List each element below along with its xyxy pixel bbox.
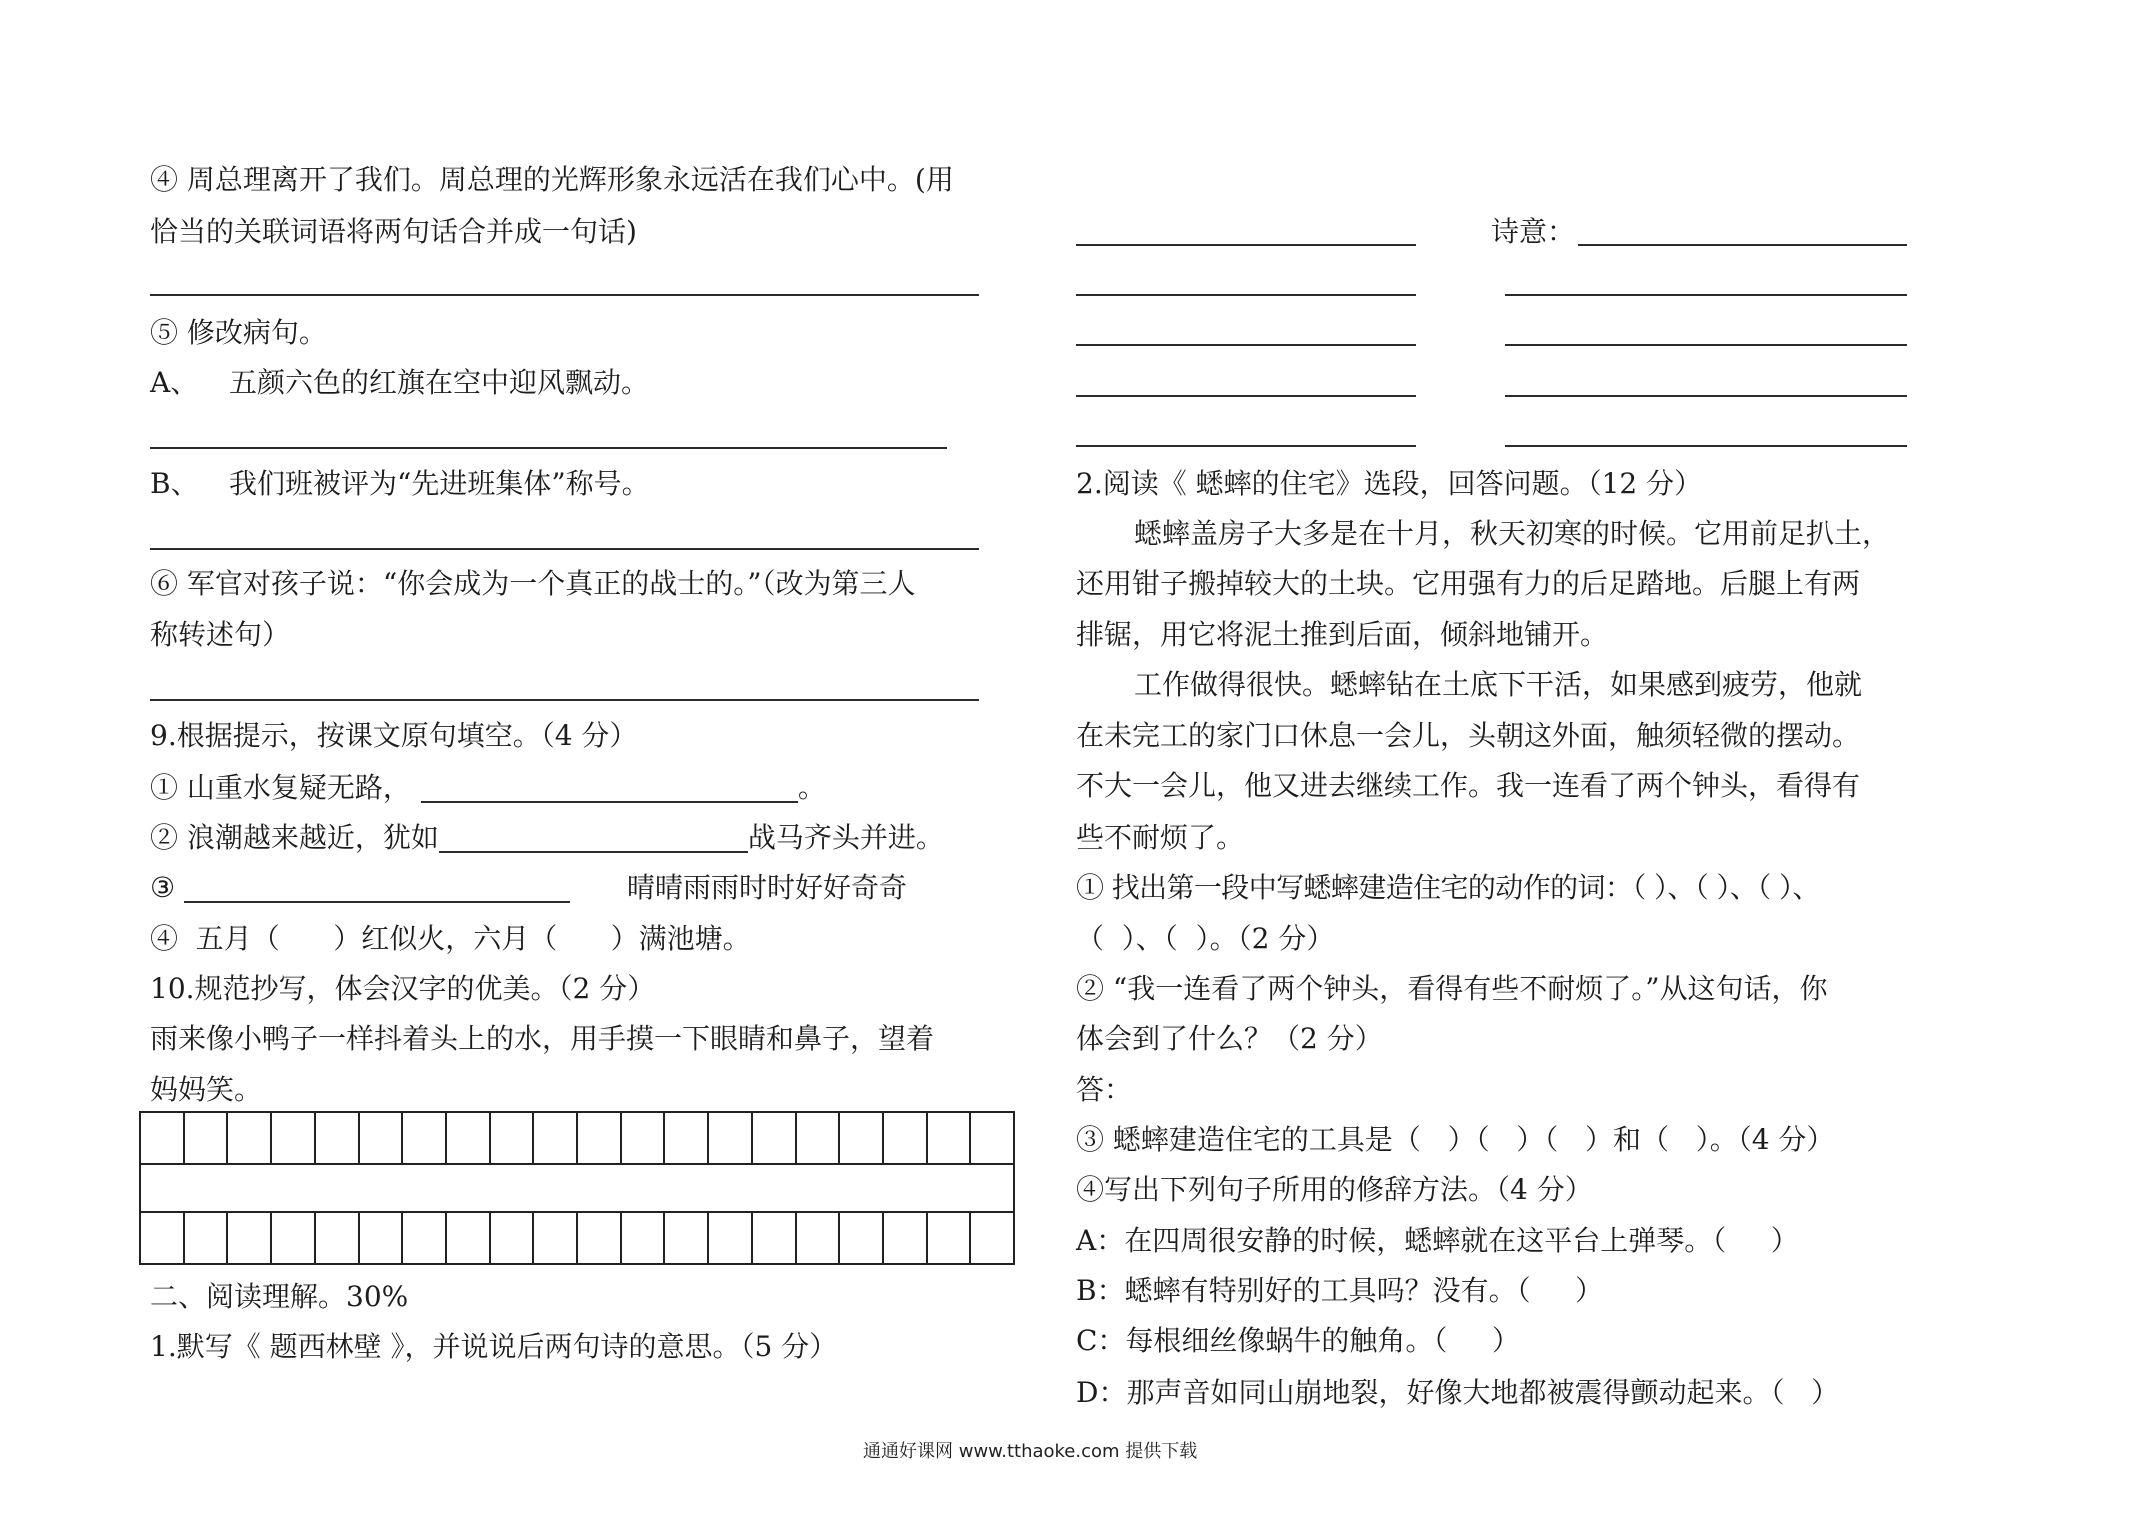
grid-cell [185, 1213, 229, 1263]
grid-cell [360, 1113, 404, 1163]
meaning-line [1505, 395, 1907, 397]
passage-line: 在未完工的家门口休息一会儿，头朝这外面，触须轻微的摆动。 [1076, 719, 1861, 752]
answer-label: 答： [1076, 1073, 1133, 1106]
q5-sentence-a [150, 363, 649, 403]
q9-item-1-text: ① 山重水复疑无路， [150, 771, 411, 804]
poem-line [1076, 395, 1416, 397]
poem-line [1076, 294, 1416, 296]
q5-sentence-b-text: 我们班被评为“先进班集体”称号。 [229, 467, 650, 500]
q5-sentence-b-label: B、 [150, 467, 199, 500]
q9-item-3 [150, 868, 907, 908]
page-footer: 通通好课网 www.tthaoke.com 提供下载 [863, 1441, 1198, 1462]
q9-item-2 [150, 818, 944, 858]
grid-cell [403, 1113, 447, 1163]
grid-cell [928, 1113, 972, 1163]
grid-cell [272, 1113, 316, 1163]
fill-in-blank [439, 818, 748, 853]
grid-cell [797, 1113, 841, 1163]
reading-q2-title: 2.阅读《 蟋蟀的住宅》选段，回答问题。（12 分） [1076, 467, 1703, 500]
grid-row-bottom [141, 1213, 1013, 1263]
answer-line [150, 294, 979, 296]
passage-line: 排锯，用它将泥土推到后面，倾斜地铺开。 [1076, 618, 1609, 651]
answer-line [150, 447, 947, 449]
rhetoric-item-a: A：在四周很安静的时候，蟋蟀就在这平台上弹琴。（ ） [1076, 1224, 1799, 1257]
grid-cell [928, 1213, 972, 1263]
q5-sentence-a-label: A、 [150, 366, 199, 399]
sub-question-3: ③ 蟋蟀建造住宅的工具是（ ）（ ）（ ）和（ ）。（4 分） [1076, 1123, 1835, 1156]
grid-cell [534, 1113, 578, 1163]
poem-line [1076, 445, 1416, 447]
rhetoric-item-c: C：每根细丝像蜗牛的触角。（ ） [1076, 1324, 1520, 1357]
q5-title: ⑤ 修改病句。 [150, 316, 327, 349]
grid-cell [578, 1213, 622, 1263]
grid-cell [884, 1213, 928, 1263]
grid-cell [316, 1213, 360, 1263]
rhetoric-item-d: D：那声音如同山崩地裂，好像大地都被震得颤动起来。（ ） [1076, 1376, 1840, 1409]
grid-cell [709, 1113, 753, 1163]
sub-question-4-title: ④写出下列句子所用的修辞方法。（4 分） [1076, 1173, 1593, 1206]
grid-cell [141, 1213, 185, 1263]
answer-line [150, 699, 979, 701]
grid-cell [316, 1113, 360, 1163]
passage-line: 还用钳子搬掉较大的土块。它用强有力的后足踏地。后腿上有两 [1076, 567, 1861, 600]
rhetoric-item-b: B：蟋蟀有特别好的工具吗？没有。（ ） [1076, 1274, 1604, 1307]
q4-line-1: ④ 周总理离开了我们。周总理的光辉形象永远活在我们心中。(用 [150, 163, 954, 196]
meaning-line [1505, 445, 1907, 447]
grid-cell [228, 1213, 272, 1263]
poem-line [1076, 344, 1416, 346]
q6-line-2: 称转述句） [150, 618, 291, 651]
meaning-line [1505, 294, 1907, 296]
passage-line: 不大一会儿，他又进去继续工作。我一连看了两个钟头，看得有 [1076, 769, 1861, 802]
passage-line: 工作做得很快。蟋蟀钻在土底下干活，如果感到疲劳，他就 [1134, 668, 1863, 701]
sub-question-2-line-2: 体会到了什么？（2 分） [1076, 1022, 1383, 1055]
q9-item-2-text: ② 浪潮越来越近，犹如 [150, 821, 439, 854]
grid-cell [622, 1213, 666, 1263]
grid-cell [491, 1213, 535, 1263]
section-2-title: 二、阅读理解。30% [150, 1280, 409, 1313]
grid-cell [753, 1113, 797, 1163]
grid-cell [971, 1113, 1013, 1163]
grid-cell [622, 1113, 666, 1163]
q9-item-2-end: 战马齐头并进。 [747, 821, 944, 854]
poem-line [1076, 244, 1416, 246]
passage-line: 蟋蟀盖房子大多是在十月，秋天初寒的时候。它用前足扒土， [1134, 517, 1891, 550]
sub-question-1-line-1: ① 找出第一段中写蟋蟀建造住宅的动作的词：（ ）、（ ）、（ ）、 [1076, 871, 1820, 904]
grid-row-top [141, 1113, 1013, 1163]
meaning-line [1505, 344, 1907, 346]
sub-question-1-line-2: （ ）、（ ）。（2 分） [1076, 922, 1335, 955]
grid-cell [272, 1213, 316, 1263]
grid-cell [971, 1213, 1013, 1263]
grid-cell [228, 1113, 272, 1163]
q10-line-1: 雨来像小鸭子一样抖着头上的水，用手摸一下眼睛和鼻子，望着 [150, 1022, 935, 1055]
grid-cell [665, 1113, 709, 1163]
grid-cell [447, 1213, 491, 1263]
grid-cell [185, 1113, 229, 1163]
q9-item-3-number: ③ [150, 871, 176, 904]
grid-row-middle [141, 1163, 1013, 1213]
fill-in-blank [184, 868, 570, 903]
meaning-line [1578, 244, 1907, 246]
grid-cell [578, 1113, 622, 1163]
grid-cell [709, 1213, 753, 1263]
fill-in-blank [421, 768, 798, 803]
q9-item-3-text: 晴晴雨雨时时好好奇奇 [627, 871, 908, 904]
passage-line: 些不耐烦了。 [1076, 821, 1245, 854]
poem-meaning-label: 诗意： [1491, 215, 1576, 248]
grid-cell [884, 1113, 928, 1163]
grid-cell [141, 1113, 185, 1163]
answer-line [150, 548, 979, 550]
grid-cell [534, 1213, 578, 1263]
grid-cell [753, 1213, 797, 1263]
q10-title: 10.规范抄写，体会汉字的优美。（2 分） [150, 972, 656, 1005]
reading-q1: 1.默写《 题西林壁 》，并说说后两句诗的意思。（5 分） [150, 1330, 838, 1363]
q9-item-4: ④ 五月（ ）红似火，六月（ ）满池塘。 [150, 922, 751, 955]
q5-sentence-a-text: 五颜六色的红旗在空中迎风飘动。 [229, 366, 650, 399]
grid-cell [403, 1213, 447, 1263]
grid-cell [840, 1213, 884, 1263]
copy-grid [139, 1111, 1015, 1265]
grid-cell [447, 1113, 491, 1163]
grid-cell [360, 1213, 404, 1263]
q9-item-1-end: 。 [797, 771, 826, 804]
q5-sentence-b [150, 464, 650, 504]
q10-line-2: 妈妈笑。 [150, 1073, 263, 1106]
grid-cell [797, 1213, 841, 1263]
grid-cell [491, 1113, 535, 1163]
grid-cell [840, 1113, 884, 1163]
sub-question-2-line-1: ② “我一连看了两个钟头，看得有些不耐烦了。”从这句话，你 [1076, 972, 1828, 1005]
q9-title: 9.根据提示，按课文原句填空。（4 分） [150, 719, 638, 752]
grid-cell [665, 1213, 709, 1263]
q9-item-1 [150, 768, 826, 808]
q4-line-2: 恰当的关联词语将两句话合并成一句话) [150, 215, 637, 248]
q6-line-1: ⑥ 军官对孩子说：“你会成为一个真正的战士的。”（改为第三人 [150, 567, 916, 600]
